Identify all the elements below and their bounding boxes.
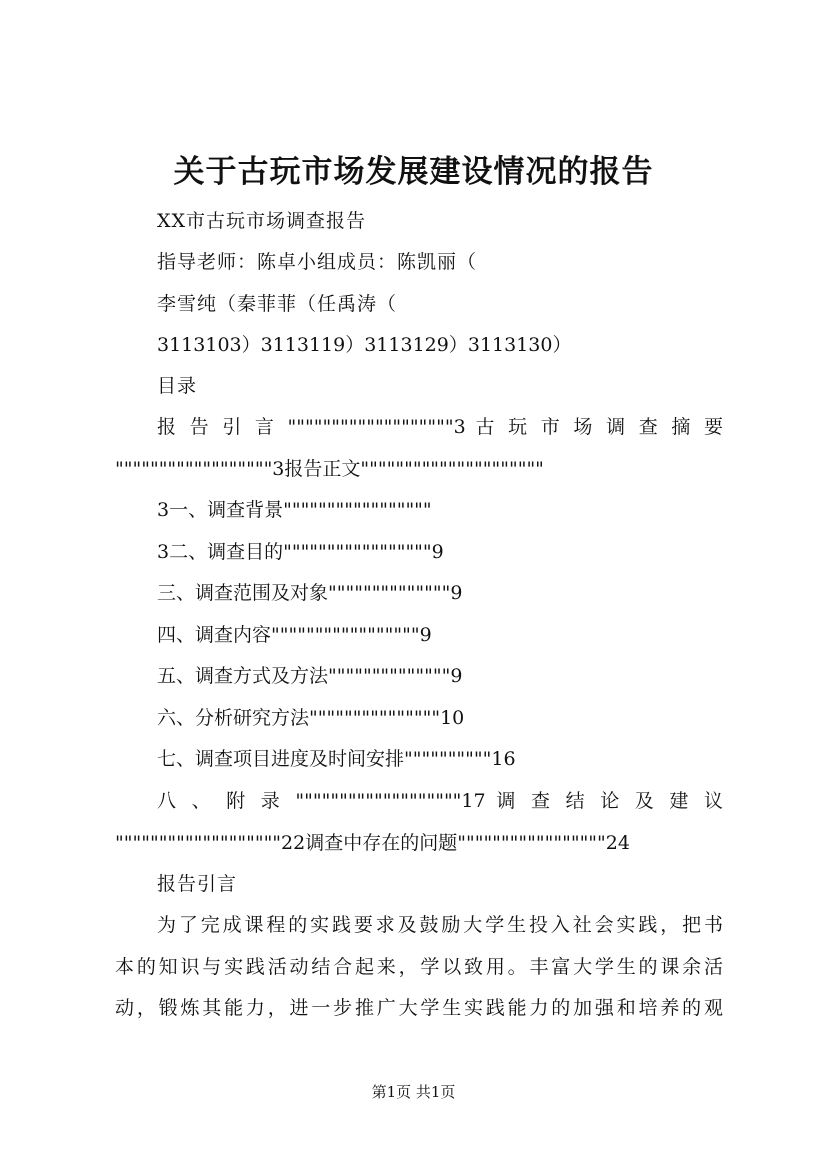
toc-line: 四、调查内容"""""""""""""""""9 — [157, 624, 432, 646]
body-paragraph-line: 本的知识与实践活动结合起来，学以致用。丰富大学生的课余活 — [115, 956, 723, 978]
page-footer: 第1页 共1页 — [371, 1083, 456, 1101]
toc-heading: 目录 — [157, 375, 198, 397]
student-ids-line: 3113103）3113119）3113129）3113130） — [157, 334, 572, 356]
body-paragraph-line: 为了完成课程的实践要求及鼓励大学生投入社会实践，把书 — [157, 914, 723, 936]
toc-line: 报 告 引 言 """""""""""""""""""3 古 玩 市 场 调 查 摘 要 — [157, 416, 723, 438]
toc-line: 五、调查方式及方法""""""""""""""9 — [157, 665, 463, 687]
body-paragraph-line: 动，锻炼其能力，进一步推广大学生实践能力的加强和培养的观 — [115, 997, 723, 1019]
toc-line: 七、调查项目进度及时间安排""""""""""16 — [157, 748, 516, 770]
document-title: 关于古玩市场发展建设情况的报告 — [173, 154, 654, 190]
toc-line: 3一、调查背景""""""""""""""""" — [157, 499, 432, 521]
section-heading: 报告引言 — [157, 873, 238, 895]
members-line: 李雪纯（秦菲菲（任禹涛（ — [157, 293, 398, 315]
toc-line: 三、调查范围及对象""""""""""""""9 — [157, 582, 463, 604]
report-subtitle: XX市古玩市场调查报告 — [157, 210, 367, 232]
toc-line: 八 、 附 录 """""""""""""""""""17 调 查 结 论 及 建 议 — [157, 790, 723, 812]
toc-line: 六、分析研究方法"""""""""""""""10 — [157, 707, 465, 729]
toc-line: """""""""""""""""""22调查中存在的问题"""""""""""""""""24 — [115, 832, 630, 854]
toc-line: """"""""""""""""""3报告正文""""""""""""""""""""" — [115, 458, 544, 480]
toc-line: 3二、调查目的"""""""""""""""""9 — [157, 541, 444, 563]
advisor-line: 指导老师：陈卓小组成员：陈凯丽（ — [157, 251, 478, 273]
